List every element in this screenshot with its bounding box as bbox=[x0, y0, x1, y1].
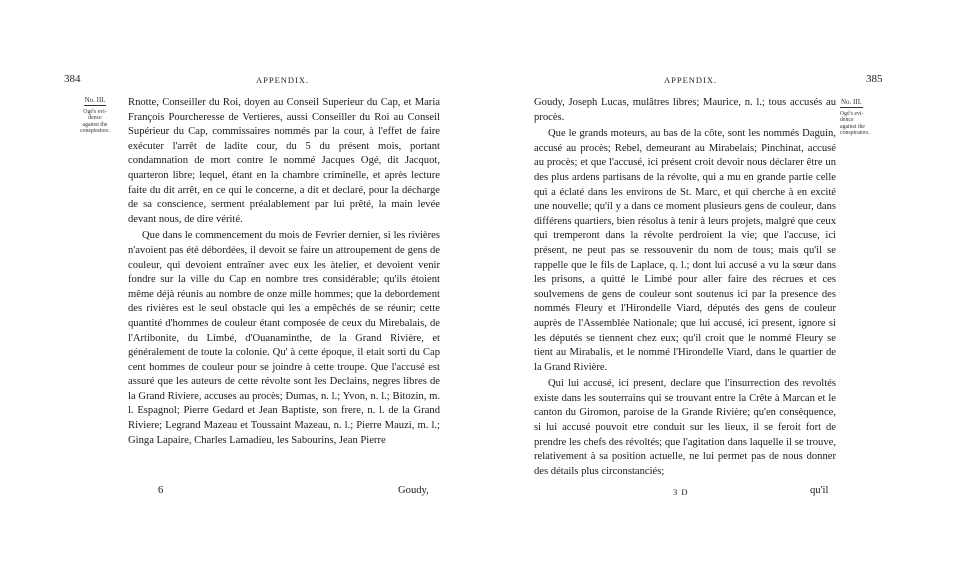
signature-mark: 3 D bbox=[673, 487, 689, 497]
margin-note-line: dence bbox=[88, 115, 102, 121]
margin-note-line: against the bbox=[840, 123, 865, 130]
body-text bbox=[128, 96, 440, 448]
body-text bbox=[534, 96, 836, 479]
margin-note-number: No. III. bbox=[841, 98, 862, 106]
paragraph: Qui lui accusé, ici present, declare que l'insurrection des revoltés existe dans les souterrains qui se trouvant entre la Crête à Marcan et le canton du Giromon, paroise de la Grande Rivière; qu'en consèquence, si lui accusé pouvoit etre conduit sur les lieux, il se feroit fort de prendre les chefs des révoltés; que l'agitation dans laquelle il se trouve, relativement à sa position actuelle, ne lui permet pas de nous donner des détails plus circonstanciés; bbox=[534, 378, 836, 477]
signature-mark: 6 bbox=[158, 485, 164, 496]
margin-note-line: conspirators. bbox=[840, 130, 870, 136]
paragraph: Que le grands moteurs, au bas de la côte, sont les nommés Daguin, accusé au procès; Rebel, demeurant au Mirabelais; Pinchinat, accusé au procès; et que l'accusé, ici présent croit devoir nous déclarer être un des plus ardens partisans de la révolte, qui a mu en grande partie celle qui a éclaté dans les environs de St. Marc, et qui cherche à en excité une nouvelle; qu'il y a dans ce moment plusieurs gens de couleur, dans différens quartiers, bien résolus à tenir à leurs projets, malgré que ceux qui tremperont dans la révolte perdroient la vie; que l'accuse, ici présent, ne peut pas se ressouvenir du nom de tous; mais qu'il se rappelle que le fils de Laplace, q. l.; dont lui accusé a vu la sœur dans les prisons, a quitté le Limbé pour aller faire des récrues et ces soulvemens de gens de couleur sont soutenus ici par la presence des nommés Fleury et l'Hirondelle Viard, députés des gens de couleur auprès de l'Assemblée Nationale; que lui accusé, ici present, ignore si les députés se tiennent chez eux; qu'il croit que le nommé Fleury se tient au Mirabalis, et le nommé l'Hirondelle Viard, dans le quartier de la Grand Rivière. bbox=[534, 128, 836, 373]
running-head: APPENDIX. bbox=[256, 75, 310, 85]
page-number: 385 bbox=[866, 73, 883, 85]
margin-note bbox=[840, 99, 888, 137]
page-number: 384 bbox=[64, 73, 81, 85]
catchword: qu'il bbox=[810, 485, 829, 496]
paragraph: Que dans le commencement du mois de Fevrier dernier, si les rivières n'avoient pas été débordées, il devoit se faire un attroupement de gens de couleur, qui devoient entraîner avec eux les àtelier, et devoient venir fondre sur la ville du Cap en nombre tres considérable; qu'ils étoient même déjà réunis au nombre de onze mille hommes; que la debordement des rivières est le seul obstacle qui les a empêchés de se réunir; cette quantité d'hommes de couleur étant composée de ceux du Mirebalais, de l'Artibonite, du Limbé, d'Ouanaminthe, de la Grand Rivière, et généralement de toute la colonie. Qu' à cette époque, il etait sorti du Cap cent hommes de couleur pour se joindre à cette troupe. Que l'accusé est assuré que les auteurs de cette révolte sont les Declains, negres libres de la Grand Riviere, accuses au procès; Dumas, n. l.; Yvon, n. l.; Bitozin, m. l. Espagnol; Pierre Gedard et Jean Baptiste, son frere, n. l. de la Grand Riviere; Legrand Mazeau et Toussaint Mazeau, n. l.; Pierre Mauzi, m. l.; Ginga Lapaire, Charles Lamadieu, les Sabourins, Jean Pierre bbox=[128, 230, 440, 446]
right-page bbox=[490, 0, 980, 572]
running-head: APPENDIX. bbox=[664, 75, 718, 85]
catchword: Goudy, bbox=[398, 485, 429, 496]
margin-note bbox=[70, 97, 120, 135]
paragraph: Rnotte, Conseiller du Roi, doyen au Conseil Superieur du Cap, et Maria François Pourcheresse de Vertieres, aussi Conseiller du Roi au Conseil Supérieur du Cap, commissaires nommés par la cour, à l'effet de faire exécuter l'arrêt de ladite cour, du 5 du présent mois, portant condamnation de mort contre le nommé Jacques Ogé, dit Jacquot, quarteron libre; lequel, étant en la chambre criminelle, et après lecture faite du dit arrêt, en ce qui le concerne, a dit et declaré, pour la décharge de sa conscience, serment préalablement par lui prêté, la main levée devant nous, de dire vérité. bbox=[128, 97, 440, 225]
margin-note-line: Ogé's evi- bbox=[840, 110, 864, 117]
paragraph: Goudy, Joseph Lucas, mulâtres libres; Maurice, n. l.; tous accusés au procès. bbox=[534, 97, 836, 123]
margin-note-line: Ogé's evi- bbox=[83, 108, 107, 115]
margin-note-line: conspirators. bbox=[80, 128, 110, 134]
margin-note-line: dence bbox=[840, 117, 854, 123]
margin-note-number: No. III. bbox=[84, 96, 106, 104]
margin-note-line: against the bbox=[82, 121, 108, 128]
